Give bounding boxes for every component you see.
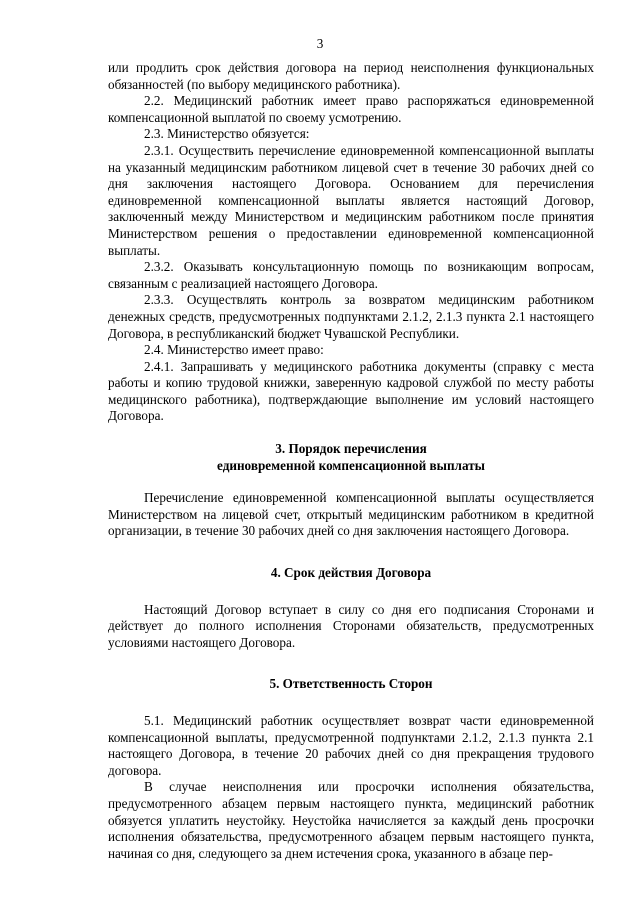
clause-2-4: 2.4. Министерство имеет право: [144,342,324,358]
section-4-text: Настоящий Договор вступает в силу со дня его подписания Сторонами и действует до полного исполнения Сторонами обязательств, предусмотренных условиями настоящего Договора. [108,601,594,650]
section-4-title: 4. Срок действия Договора [270,565,432,581]
clause-5-1: 5.1. Медицинский работник осуществляет возврат части единовременной компенсационной выплаты, предусмотренной подпунктами 2.1.2, 2.1.3 пункта 2.1 настоящего Договора, в течение 20 рабочих дней со дня прекращения трудового договора. [108,713,594,778]
clause-2-3-3: 2.3.3. Осуществлять контроль за возвратом медицинским работником денежных средств, предусмотренных подпунктами 2.1.2, 2.1.3 пункта 2.1 настоящего Договора, в республиканский бюджет Чувашской Республики. [108,292,594,341]
document-body [108,60,594,862]
penalty-paragraph: В случае неисполнения или просрочки исполнения обязательства, предусмотренного абзацем первым настоящего пункта, медицинский работник обязуется уплатить неустойку. Неустойка начисляется за каждый день просрочки исполнения обязательства, предусмотренного абзацем первым настоящего пункта, начиная со дня, следующего за днем истечения срока, указанного в абзаце пер- [108,779,594,861]
section-3-text: Перечисление единовременной компенсационной выплаты осуществляется Министерством на лицевой счет, открытый медицинским работником в кредитной организации, в течение 30 рабочих дней со дня заключения настоящего Договора. [108,490,594,539]
section-5-title: 5. Ответственность Сторон [269,676,433,692]
clause-2-3-1: 2.3.1. Осуществить перечисление единовременной компенсационной выплаты на указанный медицинским работником лицевой счет в течение 30 рабочих дней со дня заключения настоящего Договора. Основанием для перечисления единовременной компенсационной выплаты является настоящий Договор, заключенный между Министерством и медицинским работником после принятия Министерством решения о предоставлении единовременной компенсационной выплаты. [108,142,594,258]
continuation-paragraph: или продлить срок действия договора на период неисполнения функциональных обязанностей (по выбору медицинского работника). [108,60,594,92]
clause-2-2: 2.2. Медицинский работник имеет право распоряжаться единовременной компенсационной выплатой по своему усмотрению. [108,93,594,125]
page-number: 3 [316,36,324,51]
section-3-title-line-1: 3. Порядок перечисления [275,441,427,457]
clause-2-3-2: 2.3.2. Оказывать консультационную помощь по возникающим вопросам, связанным с реализацией настоящего Договора. [108,259,594,291]
clause-2-3: 2.3. Министерство обязуется: [144,126,310,142]
section-3-title-line-2: единовременной компенсационной выплаты [217,457,485,473]
clause-2-4-1: 2.4.1. Запрашивать у медицинского работника документы (справку с места работы и копию трудовой книжки, заверенную кадровой службой по месту работы медицинского работника), подтверждающие выполнение им условий настоящего Договора. [108,358,594,424]
